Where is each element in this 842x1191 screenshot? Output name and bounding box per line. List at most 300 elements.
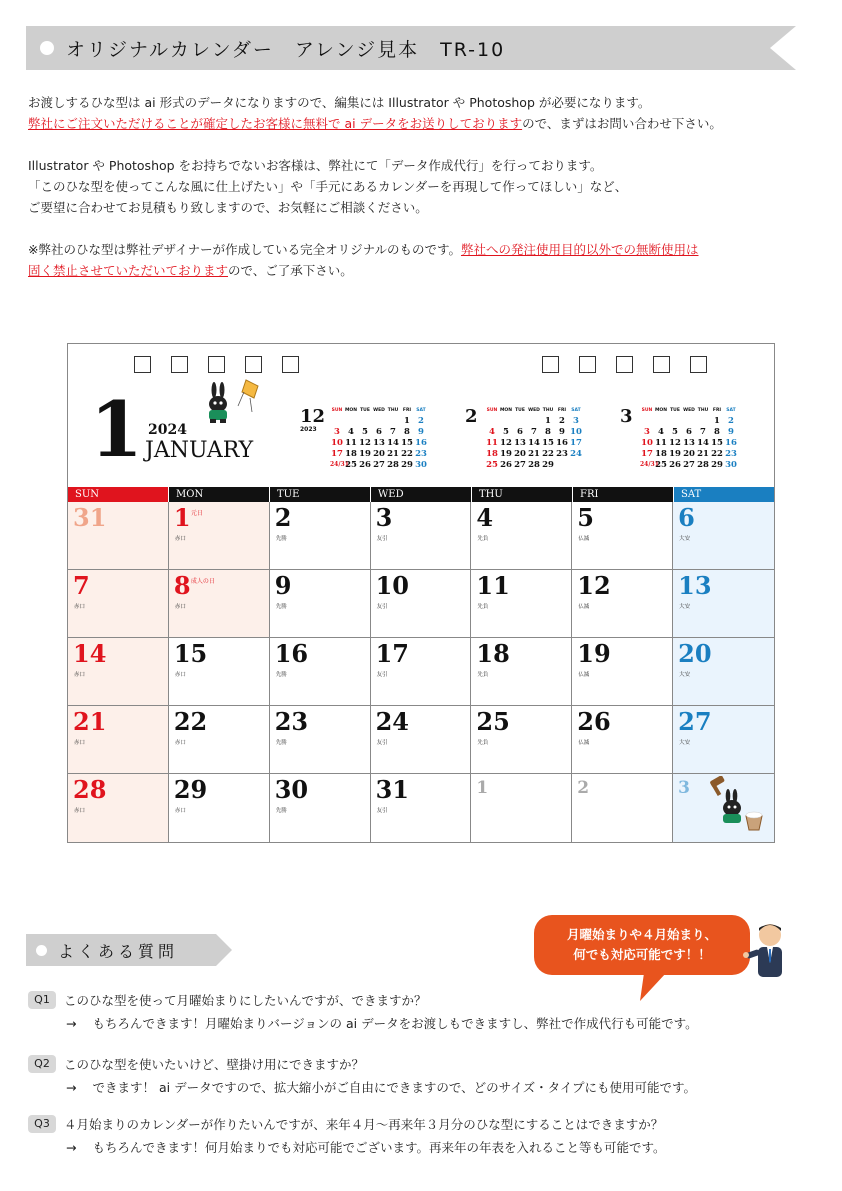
question-badge: Q3 <box>28 1115 56 1133</box>
mini-day: 3 <box>644 427 650 437</box>
rokuyo-label: 先勝 <box>275 740 287 746</box>
mini-day: 24 <box>570 449 582 459</box>
rokuyo-label: 仏滅 <box>578 604 590 610</box>
day-cell <box>169 502 270 570</box>
day-number: 13 <box>678 571 712 600</box>
arrow-right-icon: → <box>66 1016 77 1031</box>
day-number: 1 <box>476 778 489 798</box>
day-cell <box>270 570 371 638</box>
mini-day: 4 <box>489 427 495 437</box>
mini-day <box>372 416 386 426</box>
ring-hole <box>579 356 596 373</box>
day-cell <box>572 638 673 706</box>
mini-day: 13 <box>514 438 526 448</box>
day-cell <box>371 638 472 706</box>
rokuyo-label: 大安 <box>679 604 691 610</box>
month-name: JANUARY <box>145 438 254 463</box>
mini-day: 27 <box>683 460 695 470</box>
rokuyo-label: 大安 <box>679 740 691 746</box>
rokuyo-label: 赤口 <box>74 604 86 610</box>
mini-day: 21 <box>697 449 709 459</box>
weekday-mon: MON <box>169 487 270 502</box>
day-cell <box>68 774 169 842</box>
day-number: 28 <box>73 775 107 804</box>
mini-day: 15 <box>711 438 723 448</box>
bubble-line-1: 月曜始まりや４月始まり、 <box>566 927 717 942</box>
day-number: 18 <box>476 639 510 668</box>
mini-day: 16 <box>725 438 737 448</box>
day-grid <box>68 502 774 842</box>
mini-day: 30 <box>725 460 737 470</box>
weekday-sat: SAT <box>674 487 774 502</box>
mini-day: 23 <box>415 449 427 459</box>
day-number: 31 <box>73 503 107 532</box>
rokuyo-label: 友引 <box>376 672 388 678</box>
bubble-text <box>538 925 746 965</box>
rokuyo-label: 先勝 <box>275 604 287 610</box>
mini-day: 26 <box>500 460 512 470</box>
weekday-tue: TUE <box>270 487 371 502</box>
mini-day: 3 <box>334 427 340 437</box>
mini-grid <box>330 406 428 470</box>
mini-weekday: TUE <box>670 408 680 413</box>
mini-day: 9 <box>418 427 424 437</box>
mini-day: 22 <box>542 449 554 459</box>
rokuyo-label: 先勝 <box>275 536 287 542</box>
mini-weekday: WED <box>373 408 385 413</box>
weekday-wed: WED <box>371 487 472 502</box>
page-title: オリジナルカレンダー アレンジ見本 TR-10 <box>66 39 506 61</box>
rokuyo-label: 友引 <box>376 536 388 542</box>
mini-day: 8 <box>714 427 720 437</box>
mini-day: 28 <box>697 460 709 470</box>
day-cell <box>371 774 472 842</box>
intro-notice-tail: ので、まずはお問い合わせ下さい。 <box>522 116 722 131</box>
rokuyo-label: 赤口 <box>74 740 86 746</box>
mini-day: 26 <box>669 460 681 470</box>
answer-text: もちろんできます！何月始まりでも対応可能でございます。再来年の年表を入れること等も可能です。 <box>92 1140 666 1155</box>
answer-text: もちろんできます！月曜始まりバージョンの ai データをお渡しもできますし、弊社で作成代行も可能です。 <box>92 1016 698 1031</box>
intro-line-2 <box>28 113 818 134</box>
intro-warning-red: 弊社への発注使用目的以外での無断使用は <box>460 242 699 257</box>
arrow-right-icon: → <box>66 1080 77 1095</box>
mini-day: 16 <box>556 438 568 448</box>
ring-hole <box>690 356 707 373</box>
day-cell <box>471 638 572 706</box>
day-cell <box>673 706 774 774</box>
mini-day: 16 <box>415 438 427 448</box>
rokuyo-label: 赤口 <box>74 672 86 678</box>
day-cell <box>471 570 572 638</box>
day-number: 17 <box>375 639 409 668</box>
rokuyo-label: 先負 <box>477 604 489 610</box>
mini-day: 25 <box>486 460 498 470</box>
mini-day: 9 <box>728 427 734 437</box>
intro-line-6 <box>28 239 818 260</box>
day-number: 25 <box>476 707 510 736</box>
mini-day: 12 <box>669 438 681 448</box>
day-number: 3 <box>678 778 690 798</box>
intro-warning-head: ※弊社のひな型は弊社デザイナーが作成している完全オリジナルのものです。 <box>28 242 461 257</box>
weekday-fri: FRI <box>573 487 674 502</box>
mini-day: 5 <box>503 427 509 437</box>
mini-day: 18 <box>486 449 498 459</box>
day-cell <box>270 638 371 706</box>
mini-day: 11 <box>655 438 667 448</box>
question-badge: Q1 <box>28 991 56 1009</box>
mini-day: 28 <box>528 460 540 470</box>
bubble-line-2: 何でも対応可能です！！ <box>573 947 711 962</box>
rokuyo-label: 大安 <box>679 536 691 542</box>
day-cell <box>371 706 472 774</box>
calendar-year: 2024 <box>148 422 187 438</box>
mini-day: 15 <box>401 438 413 448</box>
day-number: 22 <box>173 707 208 736</box>
weekday-header <box>68 487 774 502</box>
day-cell <box>471 502 572 570</box>
rokuyo-label: 先負 <box>477 536 489 542</box>
header-banner <box>26 26 796 70</box>
day-cell <box>169 570 270 638</box>
day-cell <box>673 502 774 570</box>
rokuyo-label: 赤口 <box>174 808 186 814</box>
mini-day: 4 <box>348 427 354 437</box>
mini-day: 10 <box>641 438 653 448</box>
mini-day: 17 <box>641 449 653 459</box>
day-number: 30 <box>274 775 309 804</box>
mini-day <box>555 460 569 470</box>
question-text: ４月始まりのカレンダーが作りたいんですが、来年４月～再来年３月分のひな型にすることはできますか？ <box>64 1117 664 1132</box>
mini-day <box>569 460 583 470</box>
day-cell <box>673 570 774 638</box>
mini-weekday: SAT <box>416 408 426 413</box>
mini-day: 14 <box>528 438 540 448</box>
ring-holes-right <box>542 356 707 373</box>
rabbit-mochi-illustration <box>710 776 766 832</box>
mini-day: 29 <box>711 460 723 470</box>
rokuyo-label: 仏滅 <box>578 740 590 746</box>
day-number: 23 <box>274 707 309 736</box>
ring-hole <box>282 356 299 373</box>
mini-day: 1 <box>714 416 720 426</box>
question-text: このひな型を使いたいけど、壁掛け用にできますか？ <box>64 1057 365 1072</box>
calendar-sample <box>67 343 775 843</box>
mini-day <box>668 416 682 426</box>
mini-day: 2 <box>728 416 734 426</box>
rokuyo-label: 先負 <box>477 740 489 746</box>
mini-weekday: FRI <box>402 408 412 413</box>
mini-grid <box>485 406 583 470</box>
mini-day <box>358 416 372 426</box>
faq-item-2 <box>28 1054 818 1098</box>
day-number: 14 <box>73 639 107 668</box>
faq-item-1 <box>28 990 818 1034</box>
rokuyo-label: 仏滅 <box>578 672 590 678</box>
day-number: 1 <box>173 503 191 532</box>
promo-bubble <box>534 915 800 975</box>
faq-question <box>28 1114 818 1134</box>
mini-day <box>682 416 696 426</box>
day-cell <box>371 570 472 638</box>
mini-weekday: WED <box>683 408 695 413</box>
intro-line-5: ご要望に合わせてお見積もり致しますので、お気軽にご相談ください。 <box>28 200 428 215</box>
faq-answer <box>28 1014 818 1034</box>
month-number: 1 <box>90 385 143 474</box>
mini-year: 2023 <box>300 426 317 433</box>
ring-hole <box>208 356 225 373</box>
businessman-illustration <box>740 919 792 979</box>
mini-weekday: MON <box>499 408 513 413</box>
intro-notice-red: 弊社にご注文いただけることが確定したお客様に無料で ai データをお送りしております <box>28 116 523 131</box>
question-text: このひな型を使って月曜始まりにしたいんですが、できますか？ <box>64 993 427 1008</box>
intro-line-4: 「このひな型を使ってこんな風に仕上げたい」や「手元にあるカレンダーを再現して作ってほしい」など、 <box>28 179 628 194</box>
mini-day <box>513 416 527 426</box>
day-number: 7 <box>73 571 90 600</box>
ring-holes-left <box>134 356 299 373</box>
day-cell <box>471 774 572 842</box>
faq-answer <box>28 1138 818 1158</box>
mini-day: 25 <box>655 460 667 470</box>
mini-day: 22 <box>711 449 723 459</box>
mini-day: 17 <box>331 449 343 459</box>
mini-weekday: THU <box>542 408 554 413</box>
faq-question <box>28 990 818 1010</box>
intro-line-1: お渡しするひな型は ai 形式のデータになりますので、編集には Illustrator や Photoshop が必要になります。 <box>28 95 651 110</box>
mini-day: 6 <box>686 427 692 437</box>
faq-dot-icon <box>36 945 47 956</box>
rokuyo-label: 赤口 <box>174 740 186 746</box>
mini-weekday: THU <box>697 408 709 413</box>
mini-day: 12 <box>500 438 512 448</box>
faq-header <box>26 934 236 966</box>
day-cell <box>169 774 270 842</box>
day-number: 24 <box>375 707 409 736</box>
mini-day: 30 <box>415 460 427 470</box>
rokuyo-label: 先負 <box>477 672 489 678</box>
mini-month-number: 2 <box>465 406 478 427</box>
mini-day: 25 <box>345 460 357 470</box>
rokuyo-label: 友引 <box>376 808 388 814</box>
holiday-label: 成人の日 <box>190 578 215 585</box>
answer-text: できます！ ai データですので、拡大縮小がご自由にできますので、どのサイズ・タイプにも使用可能です。 <box>92 1080 696 1095</box>
day-number: 15 <box>173 639 208 668</box>
mini-day <box>640 416 654 426</box>
ring-hole <box>171 356 188 373</box>
mini-day: 14 <box>697 438 709 448</box>
mini-weekday: SAT <box>726 408 736 413</box>
mini-day: 23 <box>725 449 737 459</box>
mini-day <box>485 416 499 426</box>
mini-day: 29 <box>401 460 413 470</box>
mini-weekday: SAT <box>571 408 581 413</box>
day-number: 3 <box>375 503 393 532</box>
mini-weekday: FRI <box>712 408 722 413</box>
mini-day: 15 <box>542 438 554 448</box>
ring-hole <box>542 356 559 373</box>
mini-day: 2 <box>418 416 424 426</box>
mini-weekday: FRI <box>557 408 567 413</box>
mini-weekday: TUE <box>360 408 370 413</box>
mini-day: 7 <box>390 427 396 437</box>
mini-day: 11 <box>486 438 498 448</box>
mini-weekday: THU <box>387 408 399 413</box>
rokuyo-label: 仏滅 <box>578 536 590 542</box>
mini-day: 20 <box>373 449 385 459</box>
day-cell <box>68 706 169 774</box>
day-cell <box>572 570 673 638</box>
mini-day <box>654 416 668 426</box>
day-number: 11 <box>476 571 510 600</box>
day-number: 6 <box>678 503 695 532</box>
mini-day: 18 <box>345 449 357 459</box>
rabbit-kite-illustration <box>198 378 268 428</box>
mini-day: 8 <box>545 427 551 437</box>
faq-item-3 <box>28 1114 818 1158</box>
mini-day: 8 <box>404 427 410 437</box>
banner-dot-icon <box>40 41 54 55</box>
day-cell <box>673 638 774 706</box>
mini-day: 1 <box>404 416 410 426</box>
day-number: 4 <box>476 503 494 532</box>
mini-day: 21 <box>387 449 399 459</box>
day-number: 9 <box>274 571 292 600</box>
day-number: 27 <box>678 707 712 736</box>
mini-day: 20 <box>683 449 695 459</box>
mini-day: 27 <box>373 460 385 470</box>
mini-month-number: 12 <box>300 406 326 427</box>
day-cell <box>270 774 371 842</box>
mini-day: 17 <box>570 438 582 448</box>
mini-day <box>499 416 513 426</box>
rokuyo-label: 赤口 <box>174 604 186 610</box>
rokuyo-label: 大安 <box>679 672 691 678</box>
day-number: 2 <box>274 503 292 532</box>
day-number: 10 <box>375 571 409 600</box>
mini-day: 6 <box>517 427 523 437</box>
day-number: 21 <box>73 707 107 736</box>
mini-day: 3 <box>573 416 579 426</box>
mini-day: 22 <box>401 449 413 459</box>
day-cell <box>169 706 270 774</box>
question-badge: Q2 <box>28 1055 56 1073</box>
ring-hole <box>653 356 670 373</box>
rokuyo-label: 先勝 <box>275 672 287 678</box>
mini-grid <box>640 406 738 470</box>
mini-day: 2 <box>559 416 565 426</box>
mini-day: 24/31 <box>330 461 349 468</box>
day-number: 31 <box>375 775 409 804</box>
weekday-thu: THU <box>472 487 573 502</box>
day-number: 2 <box>577 778 590 798</box>
mini-day: 26 <box>359 460 371 470</box>
mini-day <box>344 416 358 426</box>
day-number: 20 <box>678 639 712 668</box>
mini-weekday: MON <box>344 408 358 413</box>
day-number: 29 <box>173 775 208 804</box>
mini-day: 13 <box>373 438 385 448</box>
mini-day: 7 <box>700 427 706 437</box>
mini-day: 21 <box>528 449 540 459</box>
day-number: 8 <box>173 571 191 600</box>
mini-day: 28 <box>387 460 399 470</box>
intro-warning-red-2: 固く禁止させていただいております <box>28 263 229 278</box>
day-cell <box>471 706 572 774</box>
mini-weekday: SUN <box>641 408 653 413</box>
mini-weekday: SUN <box>486 408 498 413</box>
mini-day: 11 <box>345 438 357 448</box>
arrow-right-icon: → <box>66 1140 77 1155</box>
mini-day <box>696 416 710 426</box>
day-number: 5 <box>577 503 594 532</box>
mini-day: 19 <box>669 449 681 459</box>
mini-day <box>330 416 344 426</box>
mini-day: 23 <box>556 449 568 459</box>
mini-day <box>386 416 400 426</box>
mini-day: 12 <box>359 438 371 448</box>
rokuyo-label: 赤口 <box>174 536 186 542</box>
day-cell <box>68 502 169 570</box>
mini-day: 13 <box>683 438 695 448</box>
mini-day: 4 <box>658 427 664 437</box>
day-cell <box>572 774 673 842</box>
day-number: 26 <box>577 707 611 736</box>
mini-day: 7 <box>531 427 537 437</box>
ring-hole <box>134 356 151 373</box>
day-cell <box>68 570 169 638</box>
day-number: 16 <box>274 639 309 668</box>
day-cell <box>68 638 169 706</box>
rokuyo-label: 赤口 <box>74 808 86 814</box>
mini-day: 20 <box>514 449 526 459</box>
weekday-sun: SUN <box>68 487 169 502</box>
mini-day: 9 <box>559 427 565 437</box>
mini-day <box>527 416 541 426</box>
faq-title: よくある質問 <box>58 942 179 961</box>
ring-hole <box>616 356 633 373</box>
mini-day: 27 <box>514 460 526 470</box>
mini-day: 1 <box>545 416 551 426</box>
mini-day: 6 <box>376 427 382 437</box>
mini-day: 18 <box>655 449 667 459</box>
mini-day: 19 <box>500 449 512 459</box>
holiday-label: 元日 <box>190 510 203 517</box>
mini-weekday: SUN <box>331 408 343 413</box>
mini-day: 10 <box>331 438 343 448</box>
mini-day: 29 <box>542 460 554 470</box>
day-cell <box>572 706 673 774</box>
day-cell <box>270 706 371 774</box>
mini-day: 24/31 <box>640 461 659 468</box>
faq-question <box>28 1054 818 1074</box>
rokuyo-label: 友引 <box>376 740 388 746</box>
mini-month-number: 3 <box>620 406 633 427</box>
faq-answer <box>28 1078 818 1098</box>
mini-weekday: WED <box>528 408 540 413</box>
mini-day: 5 <box>672 427 678 437</box>
intro-warning-tail: ので、ご了承下さい。 <box>228 263 353 278</box>
day-cell <box>169 638 270 706</box>
rokuyo-label: 先勝 <box>275 808 287 814</box>
ring-hole <box>245 356 262 373</box>
intro-line-7 <box>28 260 818 281</box>
day-number: 12 <box>577 571 611 600</box>
day-cell <box>572 502 673 570</box>
day-cell <box>371 502 472 570</box>
day-number: 19 <box>577 639 611 668</box>
mini-weekday: TUE <box>515 408 525 413</box>
rokuyo-label: 赤口 <box>174 672 186 678</box>
rokuyo-label: 友引 <box>376 604 388 610</box>
